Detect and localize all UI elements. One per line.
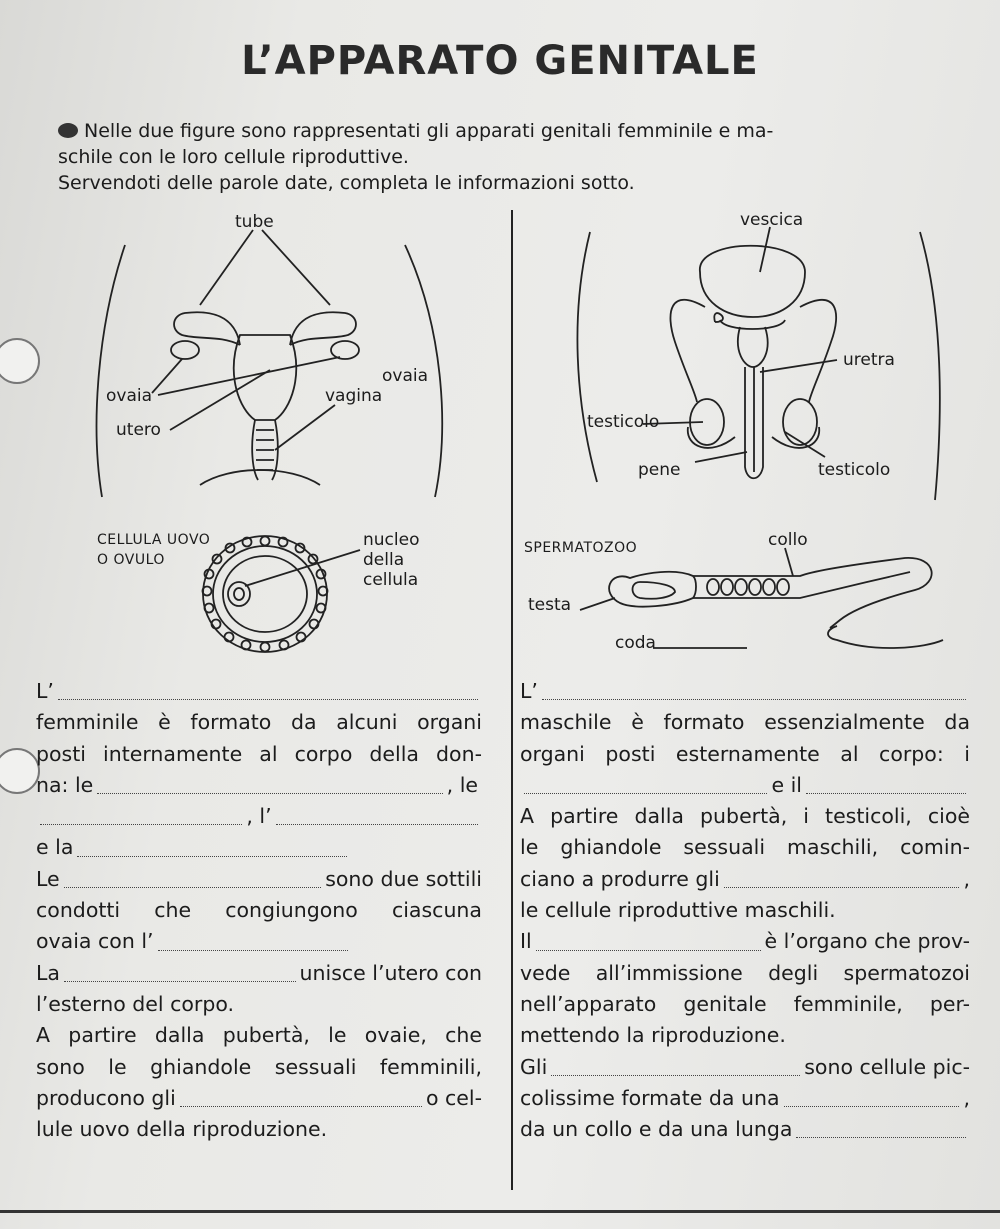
right-text: da un collo e da una lunga	[520, 1117, 793, 1142]
answer-blank[interactable]	[542, 699, 966, 700]
right-text: Il	[520, 929, 532, 954]
right-text: organi posti esternamente al corpo: i	[520, 741, 970, 766]
right-row-4	[520, 770, 970, 801]
answer-blank[interactable]	[180, 1106, 422, 1107]
right-text: L’	[520, 679, 538, 703]
answer-blank[interactable]	[524, 793, 767, 794]
label-testa: testa	[528, 595, 572, 615]
label-tube: tube	[235, 212, 274, 232]
vagina-rugae	[256, 430, 274, 470]
answer-blank[interactable]	[77, 856, 347, 857]
label-coda: coda	[615, 633, 656, 653]
left-text: L’	[36, 679, 54, 703]
left-row-8	[36, 895, 482, 926]
page-bottom-rule	[0, 1210, 1000, 1213]
egg-cytoplasm-edge	[223, 556, 307, 632]
sperm-midpiece	[693, 558, 932, 628]
label-pene: pene	[638, 460, 681, 480]
right-row-10	[520, 958, 970, 989]
fallopian-tube-left	[174, 312, 240, 345]
column-divider	[511, 210, 513, 1190]
right-text: vede all’immissione degli spermatozoi	[520, 960, 970, 985]
right-row-7	[520, 864, 970, 895]
left-row-6	[36, 832, 482, 863]
left-text: l’esterno del corpo.	[36, 991, 235, 1016]
left-text: La	[36, 960, 60, 985]
pointer-pene	[695, 452, 747, 462]
sperm-tail	[828, 626, 943, 648]
egg-nucleolus	[234, 588, 244, 600]
answer-blank[interactable]	[64, 887, 322, 888]
answer-blank[interactable]	[551, 1075, 800, 1076]
label-testicolo-right: testicolo	[818, 460, 891, 480]
left-row-13	[36, 1052, 482, 1083]
pointer-testa	[580, 598, 615, 610]
male-body-outline-right	[920, 232, 940, 500]
label-utero: utero	[116, 420, 161, 440]
left-row-4	[36, 770, 482, 801]
egg-outer-membrane	[203, 536, 327, 652]
answer-blank[interactable]	[40, 824, 242, 825]
pointer-vescica	[760, 227, 770, 272]
left-text: na: le	[36, 772, 94, 797]
left-text-column	[36, 676, 482, 1145]
answer-blank[interactable]	[158, 950, 348, 951]
left-text: A partire dalla pubertà, le ovaie, che	[36, 1023, 482, 1048]
left-text: e la	[36, 835, 74, 860]
left-text: ovaia con l’	[36, 929, 154, 954]
label-o-ovulo: O OVULO	[97, 552, 165, 568]
label-ovaia-right: ovaia	[382, 366, 429, 386]
sperm-head	[609, 572, 696, 607]
right-row-12	[520, 1020, 970, 1051]
answer-blank[interactable]	[276, 824, 478, 825]
left-text: , le	[446, 772, 478, 797]
right-text-column	[520, 676, 970, 1145]
pointer-uretra	[760, 360, 837, 372]
label-cellula: cellula	[363, 570, 419, 590]
pointer-ovaia-right	[158, 357, 340, 395]
answer-blank[interactable]	[796, 1137, 966, 1138]
left-row-9	[36, 926, 482, 957]
left-text: sono due sottili	[325, 866, 482, 891]
right-text: Gli	[520, 1054, 548, 1079]
binder-hole-top	[0, 338, 40, 384]
right-text: ciano a produrre gli	[520, 866, 720, 891]
male-body-outline-left	[577, 232, 597, 482]
binder-hole-bottom	[0, 748, 40, 794]
answer-blank[interactable]	[724, 887, 960, 888]
testicle-right	[783, 399, 817, 445]
label-della: della	[363, 550, 405, 570]
instructions-line-1: Nelle due figure sono rappresentati gli apparati genitali femminile e ma-	[84, 120, 774, 142]
pointer-tube-left	[200, 230, 253, 305]
answer-blank[interactable]	[536, 950, 761, 951]
prostate	[738, 327, 768, 367]
sperm-diagram	[575, 548, 945, 658]
fallopian-tube-right	[290, 312, 356, 345]
label-collo: collo	[768, 530, 808, 550]
right-row-3	[520, 739, 970, 770]
left-row-15	[36, 1114, 482, 1145]
right-text: e il	[771, 772, 802, 797]
right-row-8	[520, 895, 970, 926]
left-row-12	[36, 1020, 482, 1051]
right-text: è l’organo che prov-	[764, 929, 970, 954]
right-text: nell’apparato genitale femminile, per-	[520, 991, 970, 1016]
right-text: A partire dalla pubertà, i testicoli, cioè	[520, 804, 970, 829]
left-row-10	[36, 958, 482, 989]
label-testicolo-left: testicolo	[587, 412, 660, 432]
right-text: le ghiandole sessuali maschili, comin-	[520, 835, 970, 860]
female-pelvis-curve	[200, 470, 320, 485]
left-row-14	[36, 1083, 482, 1114]
right-text: sono cellule pic-	[804, 1054, 970, 1079]
instructions-line-3: Servendoti delle parole date, completa le informazioni sotto.	[58, 172, 635, 194]
seminal-vesicles	[714, 313, 785, 329]
bladder	[700, 246, 805, 317]
left-row-7	[36, 864, 482, 895]
left-text: unisce l’utero con	[299, 960, 482, 985]
page-title: L’APPARATO GENITALE	[241, 38, 759, 84]
left-row-1	[36, 676, 482, 707]
label-uretra: uretra	[843, 350, 895, 370]
right-row-14	[520, 1083, 970, 1114]
label-vagina: vagina	[325, 386, 383, 406]
label-ovaia-left: ovaia	[106, 386, 153, 406]
left-text: Le	[36, 866, 60, 891]
vas-deferens-left	[670, 300, 705, 402]
answer-blank[interactable]	[64, 981, 296, 982]
right-text: mettendo la riproduzione.	[520, 1023, 786, 1048]
left-text: posti internamente al corpo della don-	[36, 741, 482, 766]
label-nucleo: nucleo	[363, 530, 420, 550]
ovary-right	[331, 341, 359, 359]
label-vescica: vescica	[740, 210, 804, 230]
left-text: femminile è formato da alcuni organi	[36, 710, 482, 735]
right-text: ,	[963, 866, 970, 891]
pointer-tube-right	[262, 230, 330, 305]
sperm-mitochondria	[707, 579, 789, 595]
pointer-collo	[785, 548, 793, 576]
left-text: o cel-	[425, 1085, 482, 1110]
left-text: condotti che congiungono ciascuna	[36, 898, 482, 923]
left-row-2	[36, 707, 482, 738]
right-row-9	[520, 926, 970, 957]
instructions-line-2: schile con le loro cellule riproduttive.	[58, 146, 409, 168]
pointer-ovaia-left	[152, 359, 182, 393]
right-text: ,	[963, 1085, 970, 1110]
sperm-acrosome	[633, 582, 676, 599]
left-text: producono gli	[36, 1085, 176, 1110]
right-text: colissime formate da una	[520, 1085, 780, 1110]
egg-cell-diagram	[195, 528, 355, 663]
answer-blank[interactable]	[97, 793, 442, 794]
left-text: sono le ghiandole sessuali femminili,	[36, 1054, 482, 1079]
instructions	[58, 118, 878, 196]
left-row-5	[36, 801, 482, 832]
answer-blank[interactable]	[784, 1106, 960, 1107]
ovary-left	[171, 341, 199, 359]
label-spermatozoo: SPERMATOZOO	[524, 540, 638, 556]
answer-blank[interactable]	[58, 699, 478, 700]
right-text: le cellule riproduttive maschili.	[520, 898, 836, 923]
left-row-11	[36, 989, 482, 1020]
right-text: maschile è formato essenzialmente da	[520, 710, 970, 735]
label-cellula-uovo: CELLULA UOVO	[97, 532, 211, 548]
right-row-6	[520, 832, 970, 863]
answer-blank[interactable]	[806, 793, 966, 794]
left-text: , l’	[246, 804, 272, 829]
right-row-1	[520, 676, 970, 707]
left-text: lule uovo della riproduzione.	[36, 1117, 328, 1142]
left-row-3	[36, 739, 482, 770]
bullet-icon	[58, 123, 78, 138]
right-row-11	[520, 989, 970, 1020]
vas-deferens-right	[800, 300, 836, 402]
female-body-outline-left	[97, 245, 125, 497]
right-row-5	[520, 801, 970, 832]
right-row-15	[520, 1114, 970, 1145]
right-row-2	[520, 707, 970, 738]
right-row-13	[520, 1052, 970, 1083]
